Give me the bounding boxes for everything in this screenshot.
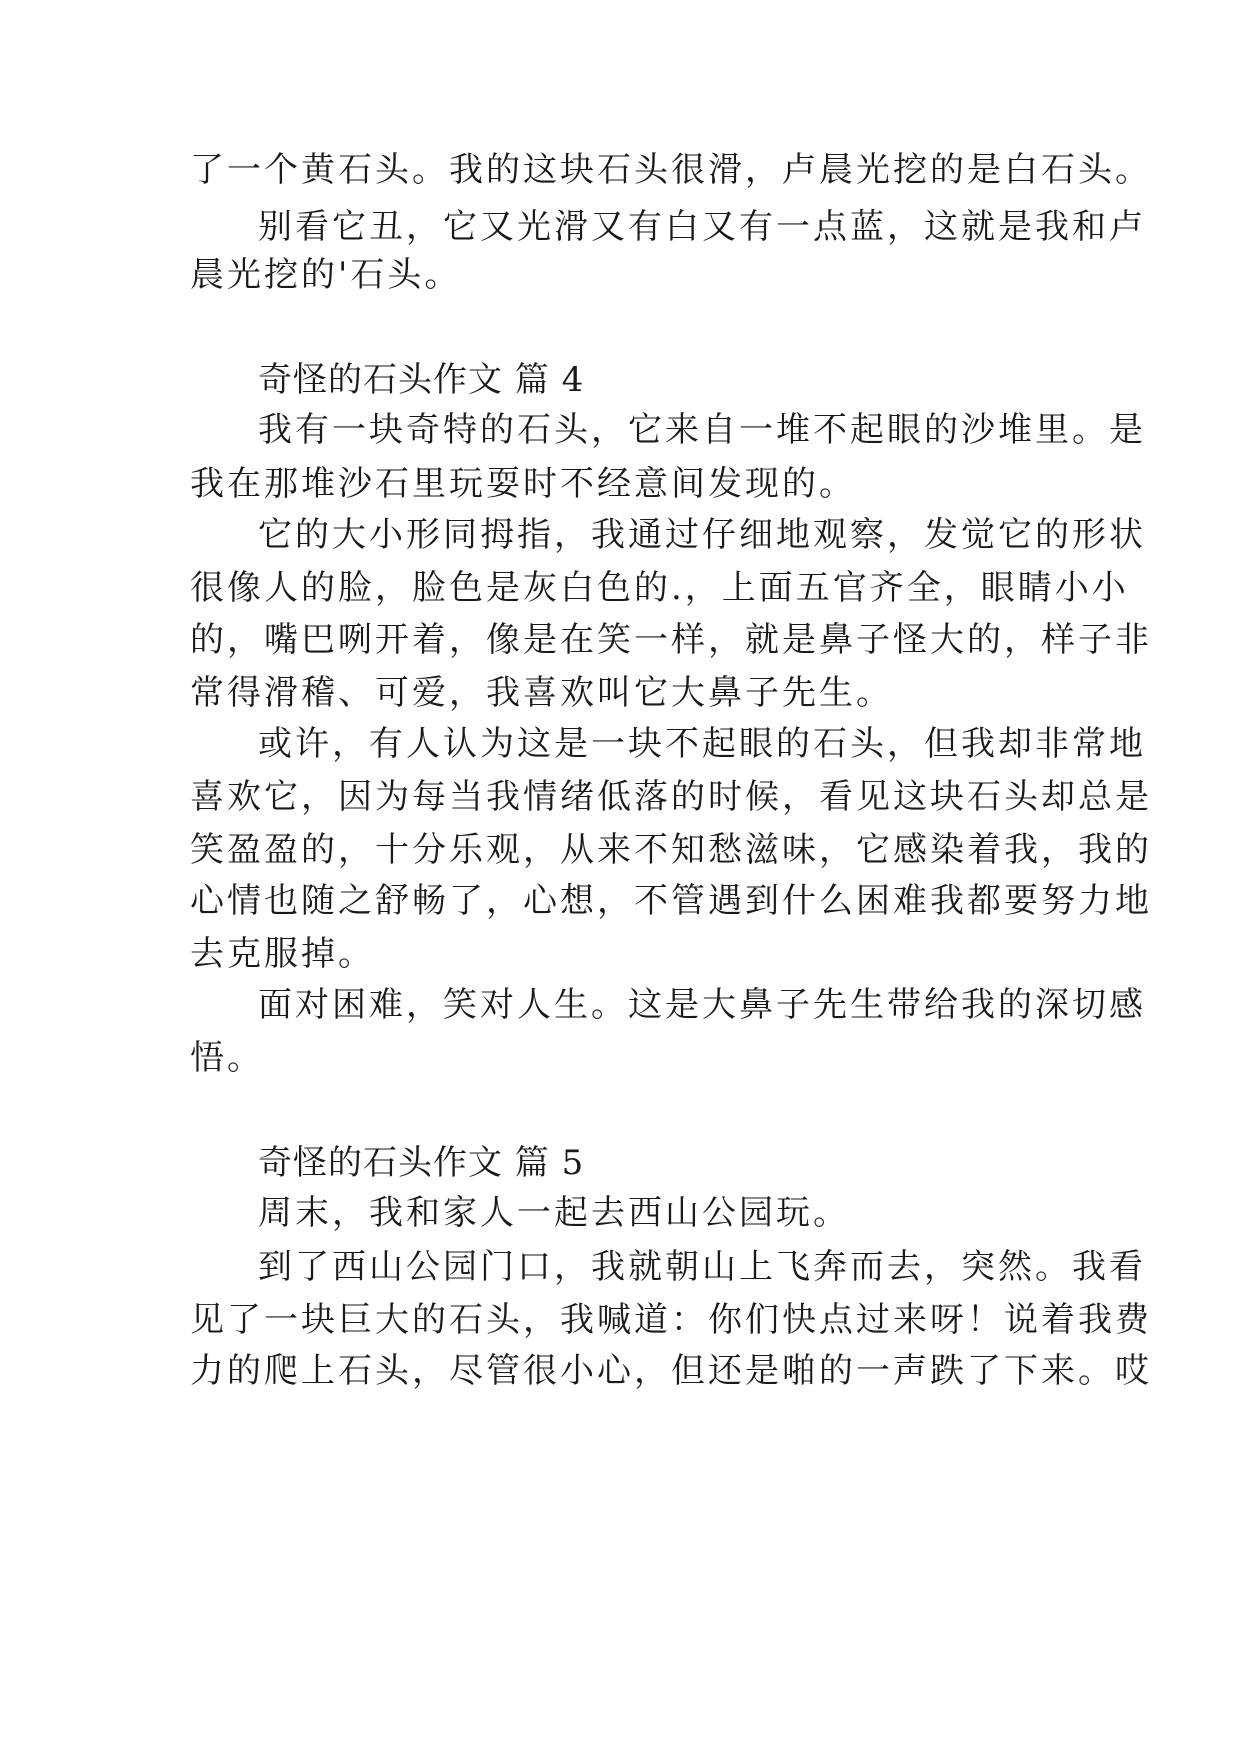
- text-line: 喜欢它，因为每当我情绪低落的时候，看见这块石头却总是: [190, 777, 1152, 817]
- text-line: 我在那堆沙石里玩耍时不经意间发现的。: [190, 464, 856, 504]
- text-line: 或许，有人认为这是一块不起眼的石头，但我却非常地: [258, 724, 1146, 764]
- text-line: 心情也随之舒畅了，心想，不管遇到什么困难我都要努力地: [190, 881, 1152, 921]
- text-line: 常得滑稽、可爱，我喜欢叫它大鼻子先生。: [190, 673, 893, 713]
- text-line: 到了西山公园门口，我就朝山上飞奔而去，突然。我看: [258, 1247, 1146, 1287]
- text-line: 很像人的脸，脸色是灰白色的.，上面五官齐全，眼睛小小: [190, 568, 1129, 608]
- text-line: 去克服掉。: [190, 934, 375, 974]
- text-line: 周末，我和家人一起去西山公园玩。: [258, 1193, 850, 1233]
- text-line: 它的大小形同拇指，我通过仔细地观察，发觉它的形状: [258, 515, 1146, 555]
- text-line: 别看它丑，它又光滑又有白又有一点蓝，这就是我和卢: [258, 207, 1146, 247]
- text-line: 的，嘴巴咧开着，像是在笑一样，就是鼻子怪大的，样子非: [190, 620, 1152, 660]
- text-line: 晨光挖的'石头。: [190, 255, 462, 295]
- section-heading: 奇怪的石头作文 篇 5: [258, 1143, 585, 1183]
- text-line: 力的爬上石头，尽管很小心，但还是啪的一声跌了下来。哎: [190, 1351, 1152, 1391]
- text-line: 悟。: [190, 1038, 264, 1078]
- text-line: 笑盈盈的，十分乐观，从来不知愁滋味，它感染着我，我的: [190, 830, 1152, 870]
- section-heading: 奇怪的石头作文 篇 4: [258, 360, 585, 400]
- text-line: 面对困难，笑对人生。这是大鼻子先生带给我的深切感: [258, 985, 1146, 1025]
- text-line: 见了一块巨大的石头，我喊道：你们快点过来呀！说着我费: [190, 1300, 1152, 1340]
- text-line: 我有一块奇特的石头，它来自一堆不起眼的沙堆里。是: [258, 410, 1146, 450]
- text-line: 了一个黄石头。我的这块石头很滑，卢晨光挖的是白石头。: [190, 150, 1152, 190]
